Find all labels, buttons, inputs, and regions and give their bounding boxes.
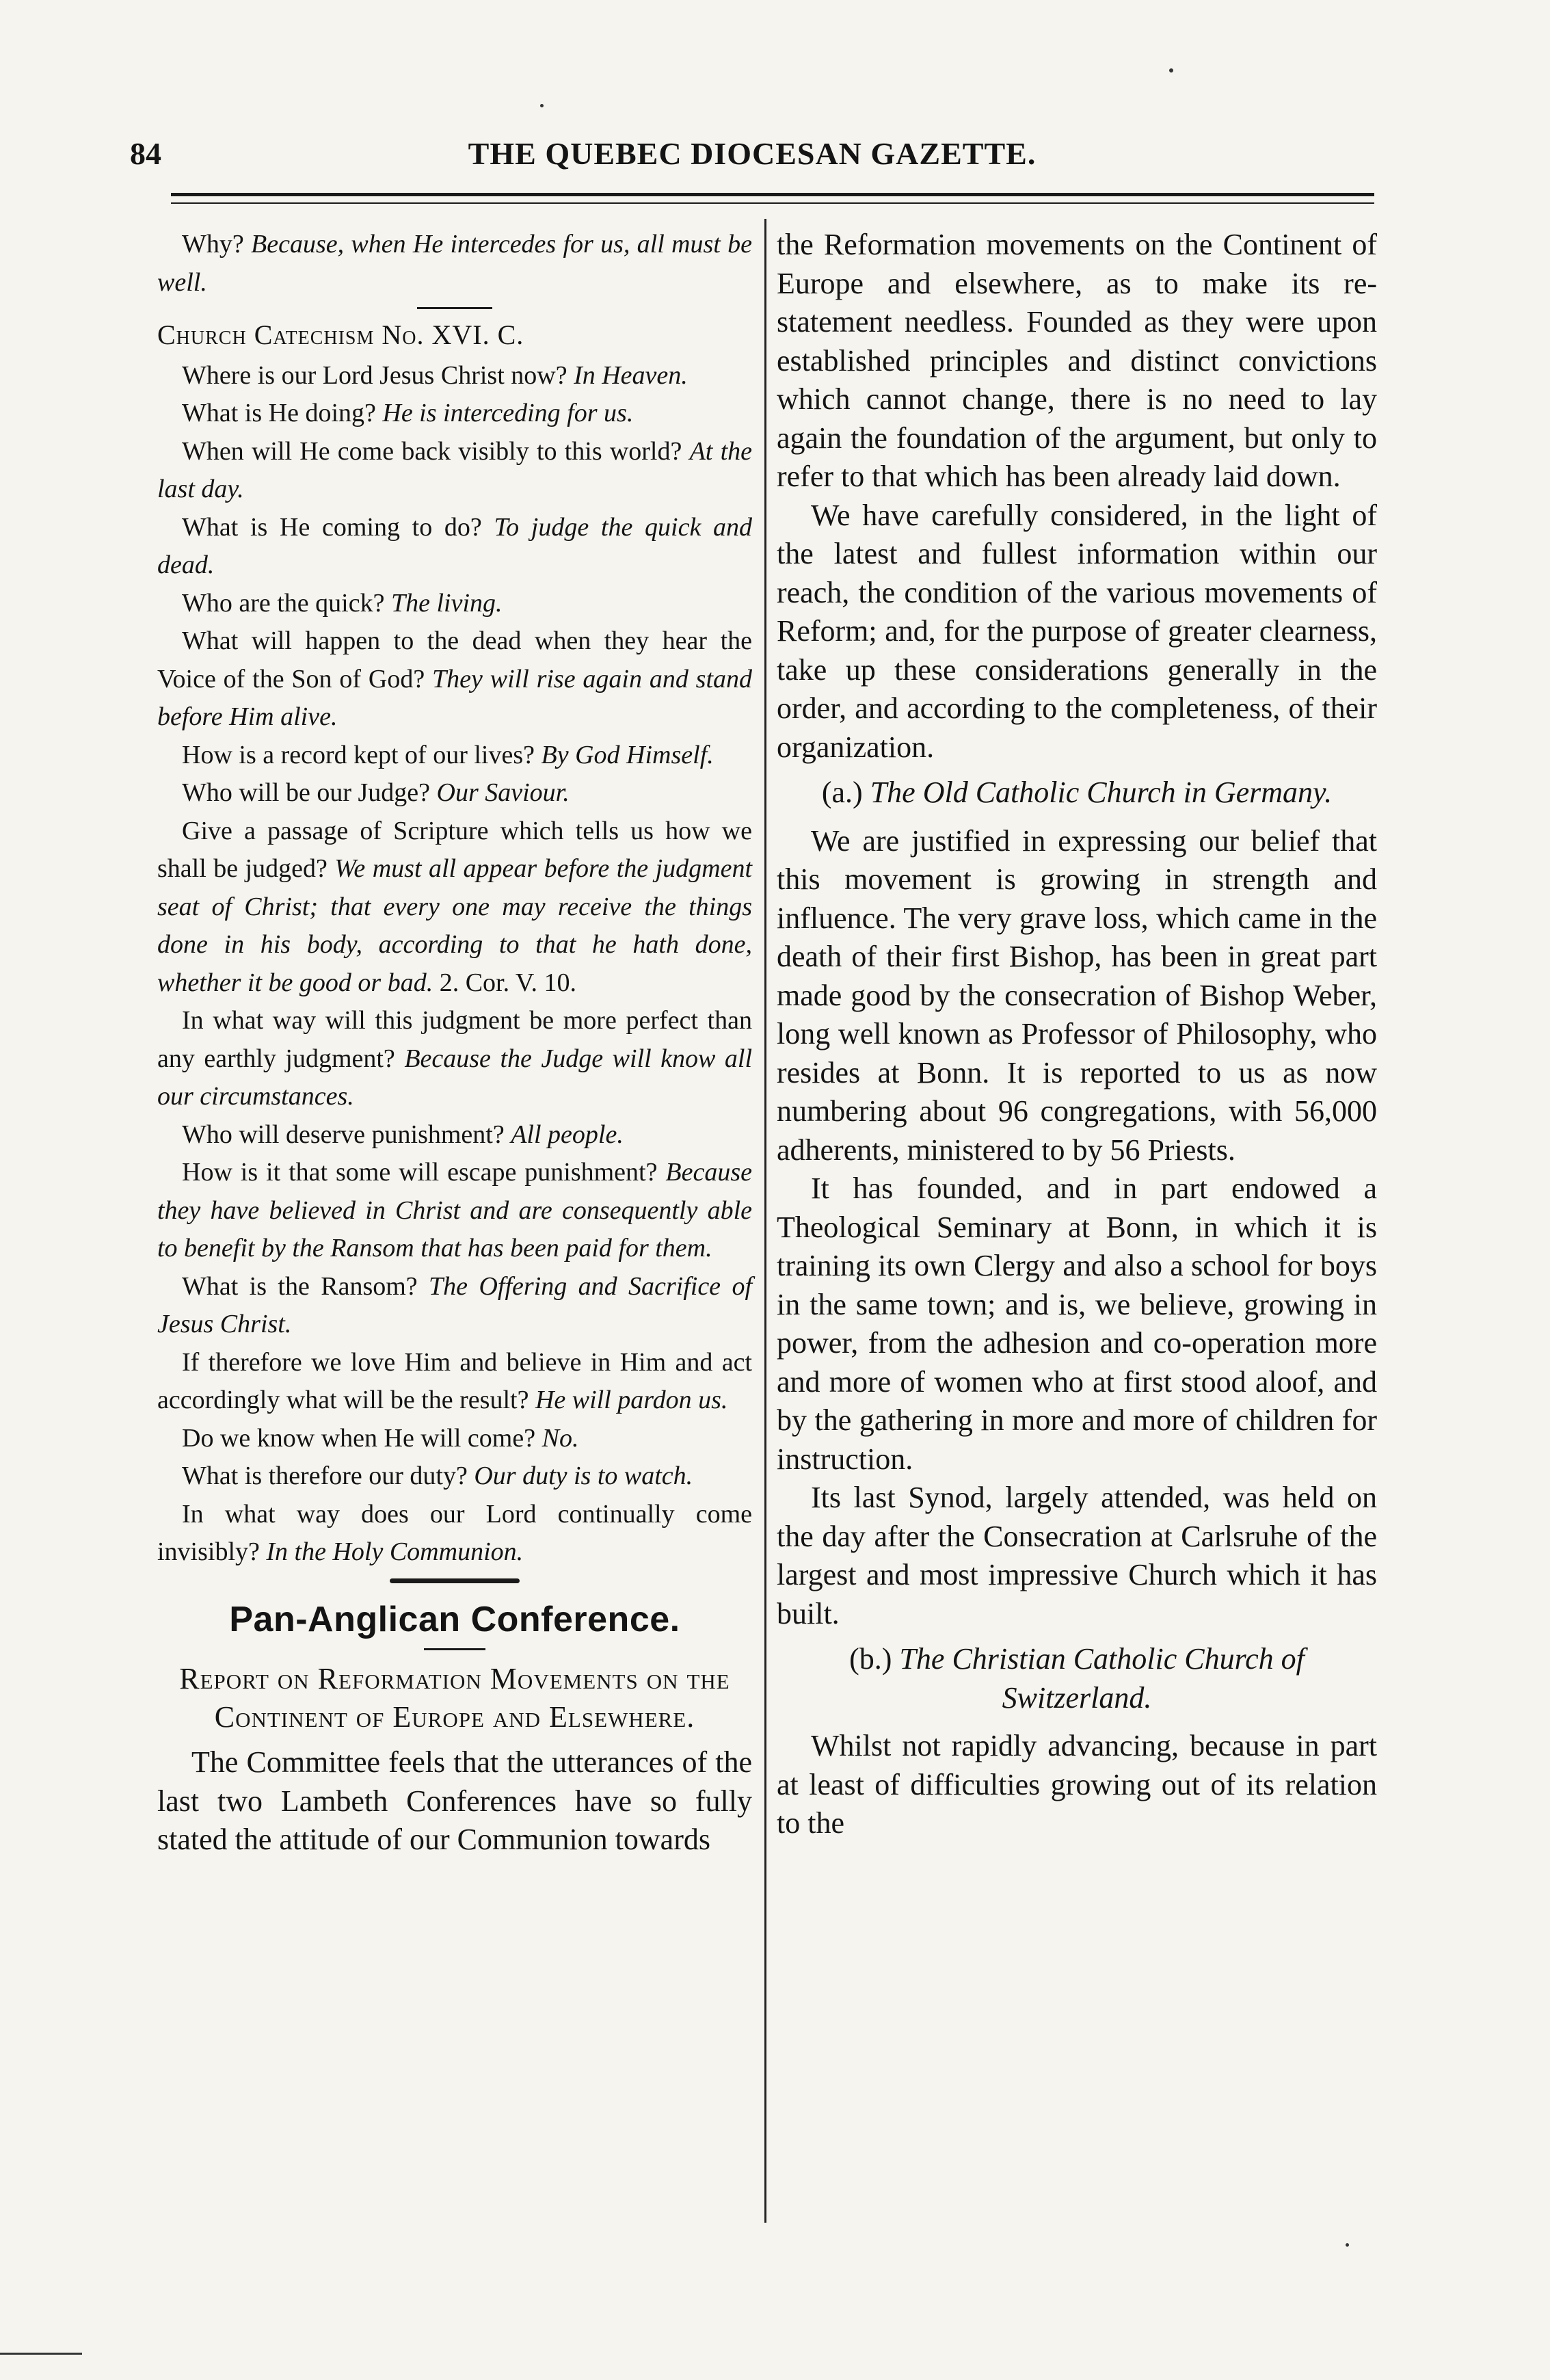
answer-text: The living. — [390, 588, 503, 618]
catechism-qa — [157, 1154, 752, 1268]
question-text: What is He doing? — [182, 399, 376, 427]
column-divider — [764, 219, 766, 2223]
catechism-qa — [157, 1457, 752, 1496]
header-rule-thin — [171, 202, 1374, 204]
print-speck — [1346, 2243, 1349, 2247]
answer-text: Because, when He intercedes for us, all must be well. — [157, 230, 752, 297]
question-text: What will happen to the dead when they hear the Voice of the Son of God? — [157, 626, 752, 693]
paragraph: We have carefully considered, in the light of the latest and fullest information within our reach, the condition of the various movements of Reform; and, for the purpose of greater clearness, take up these considerations generally in the order, and according to the completeness, of their organization. — [777, 498, 1377, 764]
sub-heading-christian-catholic — [777, 1640, 1377, 1717]
answer-text: They will rise again and stand before Him alive. — [157, 664, 752, 731]
catechism-qa — [157, 622, 752, 737]
question-text: Why? — [182, 230, 244, 259]
question-text: What is the Ransom? — [182, 1271, 418, 1301]
report-heading: Report on Reformation Movements on the Continent of Europe and Elsewhere. — [179, 1662, 730, 1734]
catechism-qa — [157, 737, 752, 775]
question-text: Who will be our Judge? — [182, 778, 431, 807]
answer-text: All people. — [511, 1120, 624, 1149]
header-rule-thick — [171, 193, 1374, 196]
title-rule — [424, 1648, 485, 1650]
page-header — [130, 130, 1374, 178]
answer-text: Our duty is to watch. — [474, 1462, 693, 1490]
catechism-qa — [157, 1496, 752, 1572]
print-speck — [1169, 68, 1173, 72]
answer-text: Our Saviour. — [436, 778, 570, 807]
catechism-qa — [157, 585, 752, 623]
sub-heading-title: The Christian Catholic Church of Switzerland. — [899, 1642, 1305, 1715]
intro-qa — [157, 226, 752, 302]
question-text: How is a record kept of our lives? — [182, 740, 535, 769]
paragraph: Its last Synod, largely attended, was held on the day after the Consecration at Carlsruhe of the largest and most impressive Church which it has built. — [777, 1481, 1377, 1630]
question-text: What is He coming to do? — [182, 512, 482, 542]
running-title: THE QUEBEC DIOCESAN GAZETTE. — [468, 136, 1037, 171]
scripture-reference: 2. Cor. V. 10. — [439, 968, 576, 997]
catechism-qa — [157, 812, 752, 1003]
sub-heading-title: The Old Catholic Church in Germany. — [870, 776, 1333, 809]
answer-text: In the Holy Communion. — [266, 1537, 524, 1566]
question-text: How is it that some will escape punishment? — [182, 1158, 658, 1187]
sub-heading-old-catholic — [777, 774, 1377, 812]
sub-heading-label: (a.) — [821, 776, 863, 809]
question-text: Do we know when He will come? — [182, 1423, 536, 1453]
catechism-qa-list — [157, 357, 752, 1572]
print-speck — [540, 104, 544, 107]
question-text: If therefore we love Him and believe in Him and act accordingly what will be the result? — [157, 1347, 752, 1414]
question-text: Who are the quick? — [182, 588, 385, 618]
question-text: When will He come back visibly to this world? — [182, 436, 682, 466]
answer-text: The Offering and Sacrifice of Jesus Christ. — [157, 1271, 752, 1338]
catechism-qa — [157, 1420, 752, 1458]
catechism-heading: Church Catechism No. XVI. C. — [157, 319, 524, 350]
catechism-qa — [157, 1344, 752, 1420]
section-rule — [417, 307, 492, 309]
answer-text: In Heaven. — [574, 360, 688, 390]
conference-title: Pan-Anglican Conference. — [229, 1599, 680, 1639]
opening-paragraph: The Committee feels that the utterances of the last two Lambeth Conferences have so fully stated the attitude of our Communion towards — [157, 1745, 752, 1856]
catechism-qa — [157, 1116, 752, 1154]
catechism-qa — [157, 395, 752, 433]
catechism-qa — [157, 357, 752, 395]
page-number: 84 — [130, 136, 161, 171]
paragraph: Whilst not rapidly advancing, because in part at least of difficulties growing out of its relation to the — [777, 1729, 1377, 1840]
answer-text: Because they have believed in Christ and are consequently able to benefit by the Ransom that has been paid for them. — [157, 1158, 753, 1262]
scan-edge-mark — [0, 2353, 82, 2355]
paragraph: It has founded, and in part endowed a Theological Seminary at Bonn, in which it is training its own Clergy and also a school for boys in the same town; and is, we believe, growing in power, from the adhesion and co-operation more and more of women who at first stood aloof, and by the gathering in more and more of children for instruction. — [777, 1172, 1377, 1476]
question-text: In what way does our Lord continually come invisibly? — [157, 1499, 752, 1566]
answer-text: He will pardon us. — [535, 1386, 728, 1414]
answer-text: By God Himself. — [541, 740, 714, 769]
paragraph: the Reformation movements on the Continent of Europe and elsewhere, as to make its re-statement needless. Founded as they were upon established principles and distinct convictions which cannot change, there is no need to lay again the foundation of the argument, but only to refer to that which has been already laid down. — [777, 228, 1377, 493]
answer-text: At the last day. — [157, 436, 752, 503]
section-rule-thick — [390, 1578, 520, 1583]
catechism-qa — [157, 509, 752, 585]
right-column — [777, 226, 1377, 1843]
question-text: Where is our Lord Jesus Christ now? — [182, 360, 567, 390]
answer-text: Because the Judge will know all our circumstances. — [157, 1044, 752, 1111]
left-column — [157, 226, 752, 1860]
sub-heading-label: (b.) — [849, 1642, 892, 1676]
question-text: Give a passage of Scripture which tells us how we shall be judged? — [157, 816, 752, 883]
catechism-qa — [157, 433, 752, 509]
catechism-qa — [157, 774, 752, 812]
question-text: In what way will this judgment be more perfect than any earthly judgment? — [157, 1006, 752, 1073]
catechism-qa — [157, 1268, 752, 1344]
answer-text: No. — [542, 1423, 579, 1453]
question-text: What is therefore our duty? — [182, 1462, 468, 1490]
question-text: Who will deserve punishment? — [182, 1120, 505, 1149]
answer-text: To judge the quick and dead. — [157, 512, 752, 579]
paragraph: We are justified in expressing our belief that this movement is growing in strength and influence. The very grave loss, which came in the death of their first Bishop, has been in great part made good by the consecration of Bishop Weber, long well known as Professor of Philosophy, who resides at Bonn. It is reported to us as now numbering about 96 congregations, with 56,000 adherents, ministered to by 56 Priests. — [777, 823, 1377, 1167]
catechism-qa — [157, 1002, 752, 1116]
answer-text: He is interceding for us. — [382, 399, 634, 427]
answer-text: We must all appear before the judgment seat of Christ; that every one may receive the things done in his body, according to that he hath done, whether it be good or bad. — [157, 854, 753, 997]
